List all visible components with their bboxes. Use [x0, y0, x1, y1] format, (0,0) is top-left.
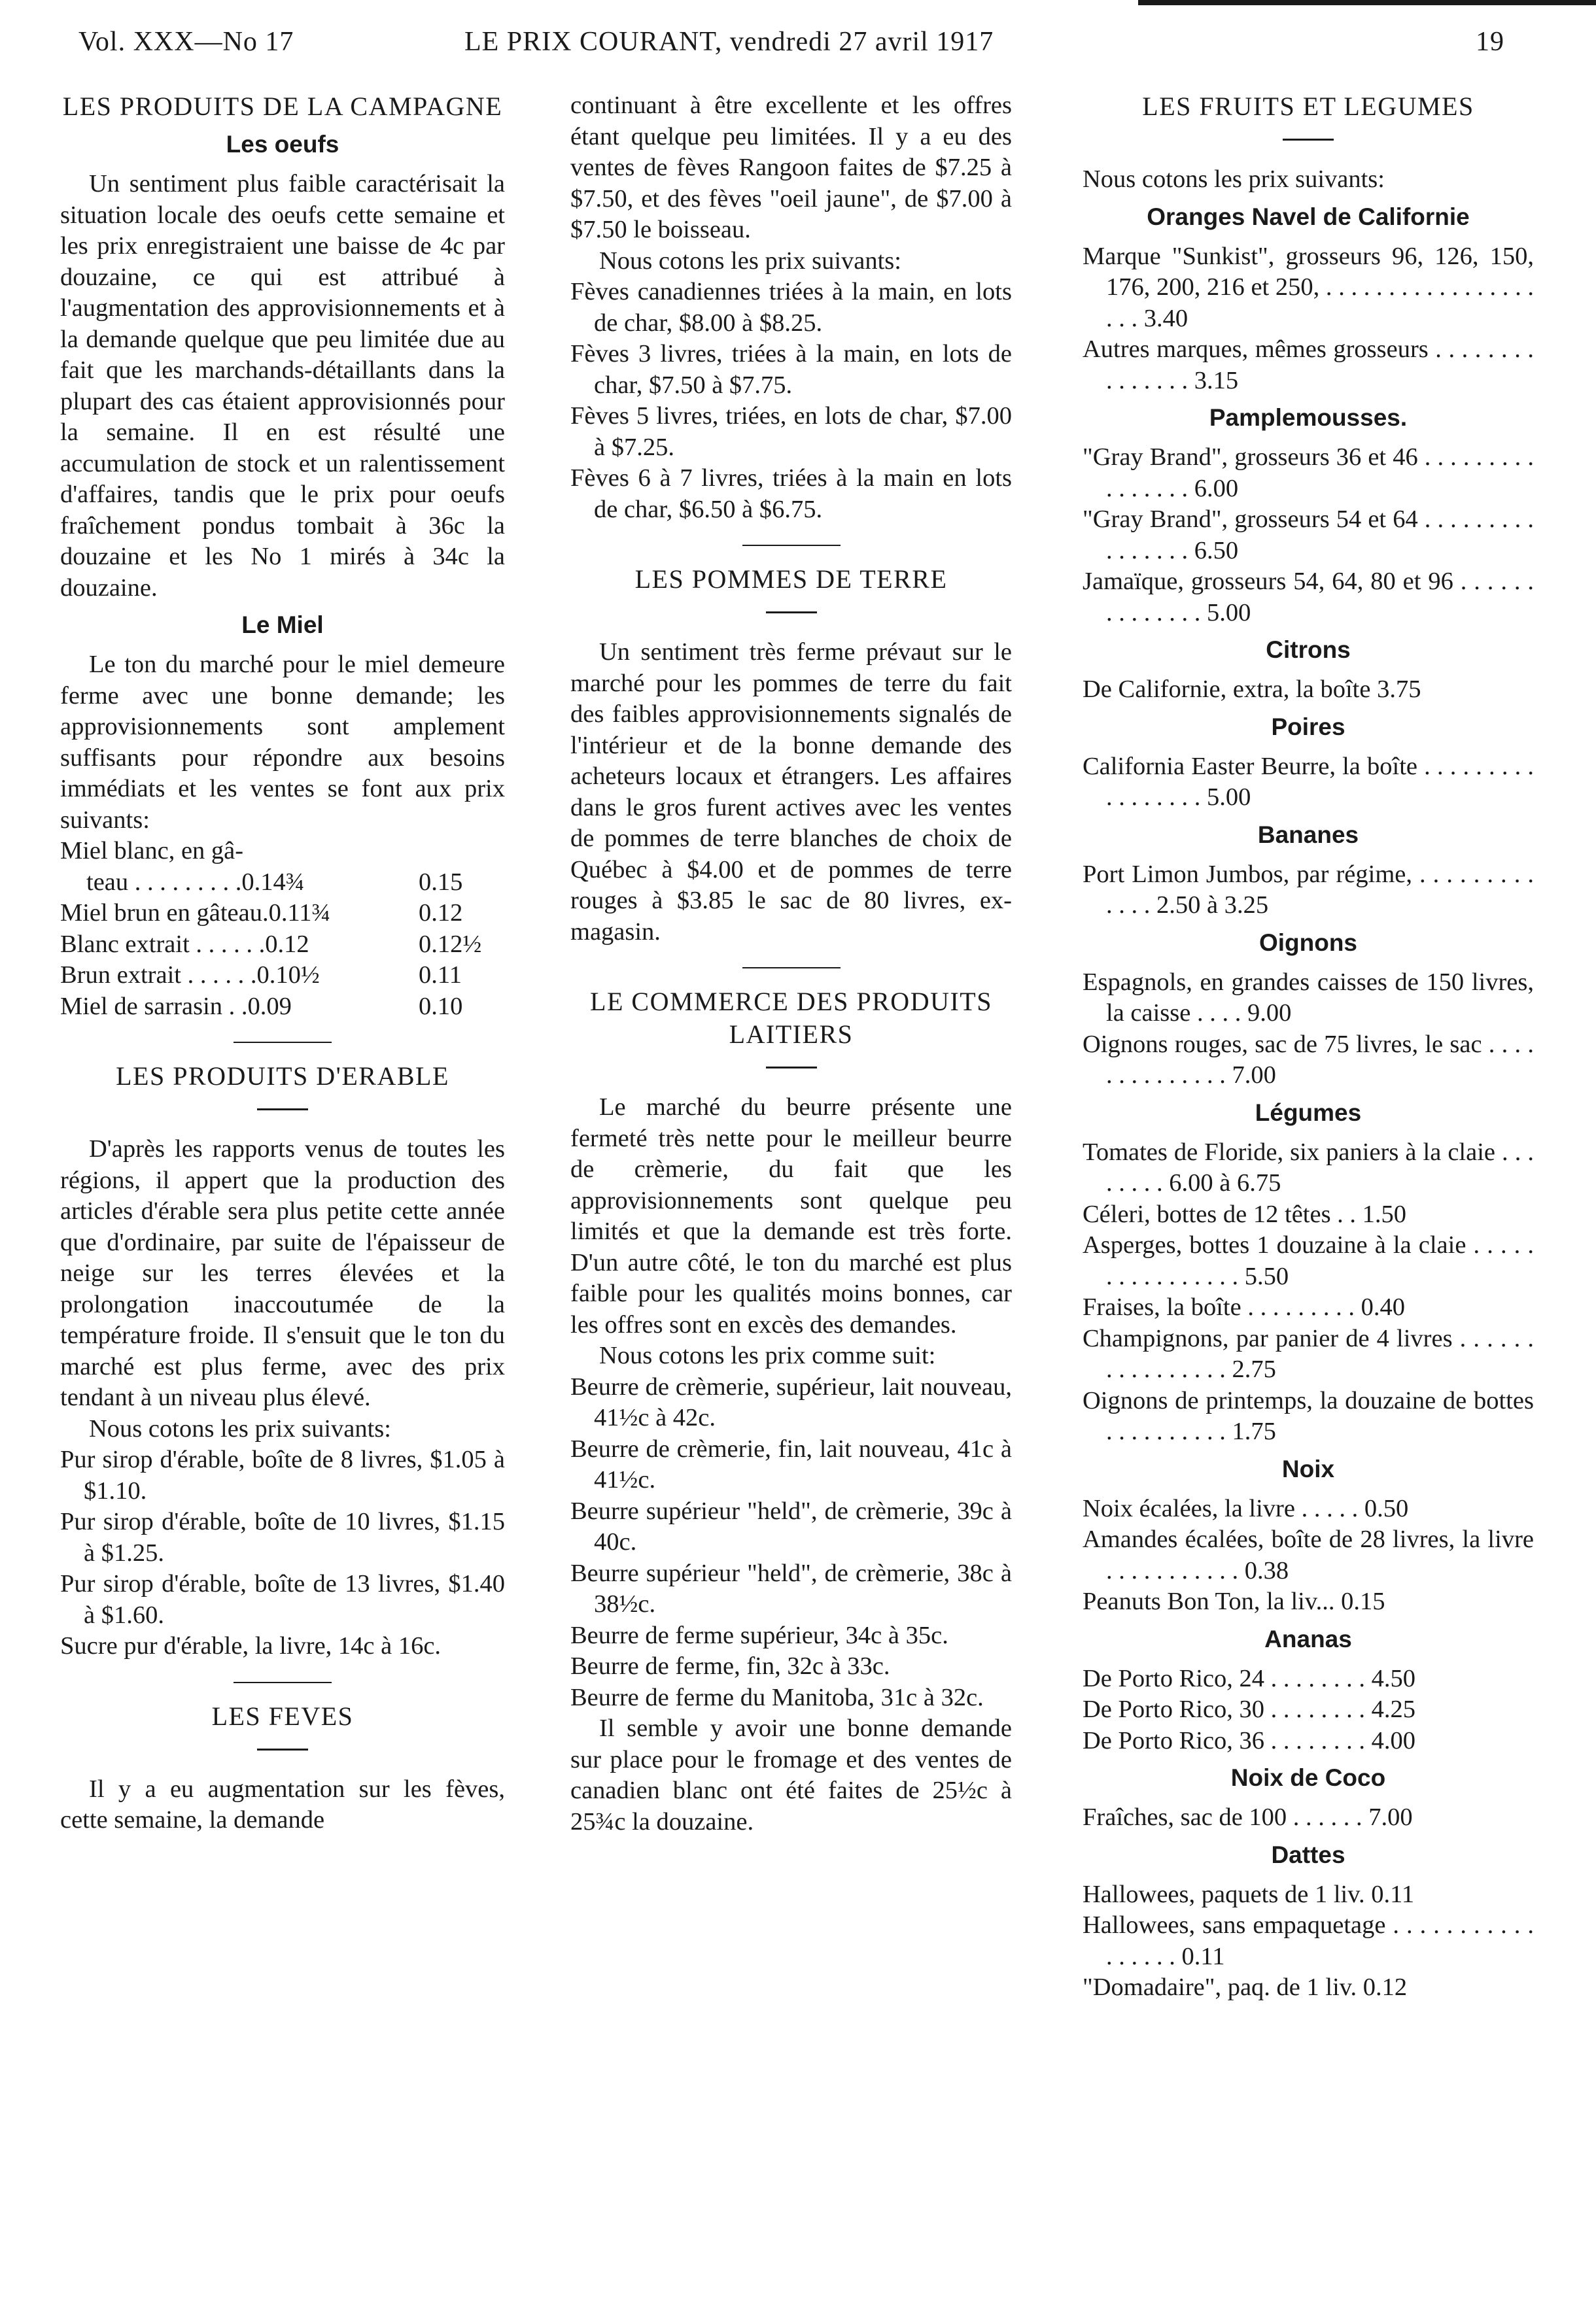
- ananas-heading: Ananas: [1264, 1625, 1352, 1652]
- legumes-price-item: Champignons, par panier de 4 livres . . . . . . . . . . . . . . . . 2.75: [1083, 1324, 1534, 1383]
- title-rule: [766, 611, 817, 613]
- miel-price-low: 0.12: [265, 930, 309, 958]
- noix-price-item: Peanuts Bon Ton, la liv... 0.15: [1083, 1588, 1385, 1615]
- legumes-price-item: Céleri, bottes de 12 têtes . . 1.50: [1083, 1200, 1407, 1228]
- oignons-price-item: Oignons rouges, sac de 75 livres, le sac . . . . . . . . . . . . . . 7.00: [1083, 1030, 1534, 1089]
- dattes-price-item: "Domadaire", paq. de 1 liv. 0.12: [1083, 1974, 1408, 2001]
- dattes-price-item: Hallowees, sans empaquetage . . . . . . . . . . . . . . . . . 0.11: [1083, 1911, 1534, 1970]
- erable-price-item: Pur sirop d'érable, boîte de 10 livres, $1.15 à $1.25.: [60, 1508, 505, 1567]
- ananas-price-item: De Porto Rico, 36 . . . . . . . . 4.00: [1083, 1726, 1416, 1754]
- erable-title: LES PRODUITS D'ERABLE: [116, 1061, 449, 1091]
- pamplemousses-price-item: "Gray Brand", grosseurs 54 et 64 . . . . . . . . . . . . . . . . 6.50: [1083, 505, 1534, 564]
- beurre-price-item: Beurre supérieur "held", de crèmerie, 39c à 40c.: [570, 1497, 1012, 1556]
- section-separator: [234, 1042, 332, 1043]
- pamplemousses-heading: Pamplemousses.: [1209, 404, 1408, 431]
- miel-price-row: [60, 960, 505, 991]
- beurre-price-item: Beurre de crèmerie, supérieur, lait nouveau, 41½c à 42c.: [570, 1373, 1012, 1431]
- ananas-price-item: De Porto Rico, 24 . . . . . . . . 4.50: [1083, 1664, 1416, 1692]
- title-rule: [1283, 139, 1334, 141]
- feves-title: LES FEVES: [211, 1701, 354, 1731]
- feves-paragraph: Il y a eu augmentation sur les fèves, cette semaine, la demande: [60, 1775, 505, 1834]
- noix-price-item: Amandes écalées, boîte de 28 livres, la livre . . . . . . . . . . . 0.38: [1083, 1526, 1534, 1584]
- legumes-heading: Légumes: [1255, 1099, 1362, 1126]
- miel-price-high: 0.12: [419, 899, 463, 927]
- oranges-price-item: Marque "Sunkist", grosseurs 96, 126, 150, 176, 200, 216 et 250, . . . . . . . . . . . . . . . . . . . . 3.40: [1083, 242, 1534, 332]
- pamplemousses-price-item: "Gray Brand", grosseurs 36 et 46 . . . . . . . . . . . . . . . . 6.00: [1083, 443, 1534, 502]
- journal-title-date: LE PRIX COURANT, vendredi 27 avril 1917: [464, 27, 994, 57]
- erable-price-item: Sucre pur d'érable, la livre, 14c à 16c.: [60, 1632, 442, 1660]
- miel-price-label: Miel de sarrasin . .: [60, 992, 248, 1020]
- noix-de-coco-heading: Noix de Coco: [1230, 1764, 1386, 1791]
- beurre-price-item: Beurre de ferme, fin, 32c à 33c.: [570, 1652, 890, 1680]
- title-rule: [766, 1067, 817, 1068]
- oeufs-heading: Les oeufs: [226, 131, 339, 158]
- pommes-paragraph: Un sentiment très ferme prévaut sur le marché pour les pommes de terre du fait des faibles approvisionnements signalés de l'intérieur et de la bonne demande des acheteurs locaux et étrangers. Les affaires dans le gros furent actives avec les ventes de pommes de terre blanches de choix de Québec à $4.00 et de pommes de terre rouges à $3.85 le sac de 80 livres, ex-magasin.: [570, 638, 1012, 946]
- miel-paragraph: Le ton du marché pour le miel demeure ferme avec une bonne demande; les approvisionnements sont amplement suffisants pour répondre aux besoins immédiats et les ventes se font aux prix suivants:: [60, 651, 505, 834]
- miel-price-label: Brun extrait . . . . . .: [60, 961, 257, 989]
- miel-price-high: 0.10: [419, 992, 463, 1020]
- feves-continued-paragraph: continuant à être excellente et les offres étant quelque peu limitées. Il y a eu des ventes de fèves Rangoon faites de $7.25 à $7.50, et des fèves "oeil jaune", de $7.00 à $7.50 le boisseau.: [570, 92, 1012, 243]
- miel-price-low: 0.09: [247, 992, 292, 1020]
- oranges-price-item: Autres marques, mêmes grosseurs . . . . . . . . . . . . . . . 3.15: [1083, 335, 1534, 394]
- poires-heading: Poires: [1271, 713, 1345, 740]
- legumes-price-item: Tomates de Floride, six paniers à la claie . . . . . . . . 6.00 à 6.75: [1083, 1138, 1534, 1197]
- page-header: [78, 26, 1504, 69]
- feves-price-item: Fèves 6 à 7 livres, triées à la main en lots de char, $6.50 à $6.75.: [570, 464, 1012, 523]
- section-separator: [742, 545, 841, 546]
- oranges-heading: Oranges Navel de Californie: [1147, 203, 1470, 230]
- miel-price-label: Blanc extrait . . . . . .: [60, 930, 266, 958]
- erable-price-item: Pur sirop d'érable, boîte de 13 livres, $1.40 à $1.60.: [60, 1570, 505, 1629]
- ananas-price-item: De Porto Rico, 30 . . . . . . . . 4.25: [1083, 1696, 1416, 1723]
- miel-price-high: 0.11: [419, 961, 462, 989]
- oeufs-paragraph: Un sentiment plus faible caractérisait la situation locale des oeufs cette semaine et les prix enregistraient une baisse de 4c par douzaine, ce qui est attribué à l'augmentation des approvisionnements et à la demande quelque que peu limitée due au fait que les marchands-détaillants dans la plupart des cas étaient approvisionnés pour la semaine. Il en est résulté une accumulation de stock et un ralentissement d'affaires, tandis que le prix pour oeufs fraîchement pondus tombait à 36c la douzaine et les No 1 mirés à 34c la douzaine.: [60, 170, 505, 602]
- column-3: [1083, 90, 1534, 2004]
- miel-price-high: 0.15: [419, 868, 463, 896]
- miel-price-row: [60, 929, 505, 961]
- oignons-price-item: Espagnols, en grandes caisses de 150 livres, la caisse . . . . 9.00: [1083, 968, 1534, 1027]
- legumes-price-item: Oignons de printemps, la douzaine de bottes . . . . . . . . . . 1.75: [1083, 1386, 1534, 1445]
- section-separator: [234, 1682, 332, 1683]
- bananes-price-item: Port Limon Jumbos, par régime, . . . . . . . . . . . . . 2.50 à 3.25: [1083, 860, 1534, 919]
- miel-price-low: 0.14¾: [241, 868, 305, 896]
- pamplemousses-price-item: Jamaïque, grosseurs 54, 64, 80 et 96 . . . . . . . . . . . . . . 5.00: [1083, 568, 1534, 626]
- miel-price-label: Miel brun en gâteau.: [60, 899, 269, 927]
- beurre-price-item: Beurre de crèmerie, fin, lait nouveau, 41c à 41½c.: [570, 1435, 1012, 1494]
- noix-heading: Noix: [1281, 1455, 1335, 1482]
- laitiers-title: LE COMMERCE DES PRODUITS LAITIERS: [590, 987, 992, 1049]
- feves-price-item: Fèves 3 livres, triées à la main, en lots de char, $7.50 à $7.75.: [570, 340, 1012, 399]
- dattes-heading: Dattes: [1271, 1841, 1345, 1868]
- miel-heading: Le Miel: [241, 611, 324, 638]
- pommes-title: LES POMMES DE TERRE: [634, 564, 948, 594]
- beurre-price-item: Beurre de ferme supérieur, 34c à 35c.: [570, 1621, 948, 1649]
- poires-price-item: California Easter Beurre, la boîte . . . . . . . . . . . . . . . . . 5.00: [1083, 752, 1534, 811]
- miel-price-row: [60, 867, 505, 898]
- beurre-price-item: Beurre supérieur "held", de crèmerie, 38c à 38½c.: [570, 1559, 1012, 1618]
- laitiers-paragraph: Le marché du beurre présente une fermeté très nette pour le meilleur beurre de crèmerie, du fait que les approvisionnements sont quelque peu limités et que la demande est très forte. D'un autre côté, le ton du marché est plus faible pour les qualités moins bonnes, car les offres sont en excès des demandes.: [570, 1093, 1012, 1339]
- miel-price-low: 0.10½: [256, 961, 320, 989]
- erable-intro: Nous cotons les prix suivants:: [89, 1414, 391, 1443]
- column-1: [60, 90, 505, 1836]
- title-rule: [257, 1749, 308, 1751]
- dattes-price-item: Hallowees, paquets de 1 liv. 0.11: [1083, 1880, 1415, 1908]
- column-2: [570, 90, 1012, 1837]
- volume-number: Vol. XXX—No 17: [78, 27, 294, 57]
- miel-price-high: 0.12½: [419, 930, 482, 958]
- laitiers-intro: Nous cotons les prix comme suit:: [599, 1342, 936, 1369]
- fruits-intro: Nous cotons les prix suivants:: [1083, 165, 1385, 193]
- feves-price-item: Fèves 5 livres, triées, en lots de char, $7.00 à $7.25.: [570, 402, 1012, 461]
- beurre-price-item: Beurre de ferme du Manitoba, 31c à 32c.: [570, 1683, 984, 1711]
- miel-price-row: [60, 836, 505, 867]
- noix-price-item: Noix écalées, la livre . . . . . 0.50: [1083, 1494, 1409, 1522]
- title-rule: [257, 1108, 308, 1110]
- section-separator: [742, 967, 841, 968]
- top-border-bar: [1138, 0, 1596, 5]
- fromage-paragraph: Il semble y avoir une bonne demande sur place pour le fromage et des ventes de canadien blanc ont été faites de 25½c à 25¾c la douzaine.: [570, 1715, 1012, 1836]
- fruits-legumes-title: LES FRUITS ET LEGUMES: [1142, 92, 1474, 121]
- citrons-price-item: De Californie, extra, la boîte 3.75: [1083, 675, 1421, 703]
- erable-paragraph: D'après les rapports venus de toutes les régions, il appert que la production des articles d'érable sera plus petite cette année que d'ordinaire, par suite de l'épaisseur de neige sur les terres élevées et la prolongation inaccoutumée de la température froide. Il s'ensuit que le ton du marché est plus ferme, avec des prix tendant à un niveau plus élevé.: [60, 1135, 505, 1411]
- feves-price-item: Fèves canadiennes triées à la main, en lots de char, $8.00 à $8.25.: [570, 278, 1012, 337]
- bananes-heading: Bananes: [1257, 821, 1359, 848]
- miel-price-label: teau . . . . . . . . .: [86, 868, 242, 896]
- miel-price-row: [60, 898, 505, 929]
- produits-campagne-title: LES PRODUITS DE LA CAMPAGNE: [62, 92, 503, 121]
- erable-price-item: Pur sirop d'érable, boîte de 8 livres, $1.05 à $1.10.: [60, 1446, 505, 1505]
- noix-de-coco-price-item: Fraîches, sac de 100 . . . . . . 7.00: [1083, 1803, 1413, 1831]
- miel-price-row: [60, 991, 505, 1023]
- page-number: 19: [1476, 27, 1504, 57]
- miel-price-low: 0.11¾: [268, 899, 331, 927]
- miel-price-label: Miel blanc, en gâ-: [60, 837, 244, 864]
- citrons-heading: Citrons: [1266, 636, 1351, 663]
- miel-price-list: [60, 836, 505, 1022]
- oignons-heading: Oignons: [1258, 929, 1358, 956]
- legumes-price-item: Fraises, la boîte . . . . . . . . . 0.40: [1083, 1293, 1405, 1321]
- feves-intro: Nous cotons les prix suivants:: [599, 247, 901, 275]
- legumes-price-item: Asperges, bottes 1 douzaine à la claie . . . . . . . . . . . . . . . . 5.50: [1083, 1231, 1534, 1290]
